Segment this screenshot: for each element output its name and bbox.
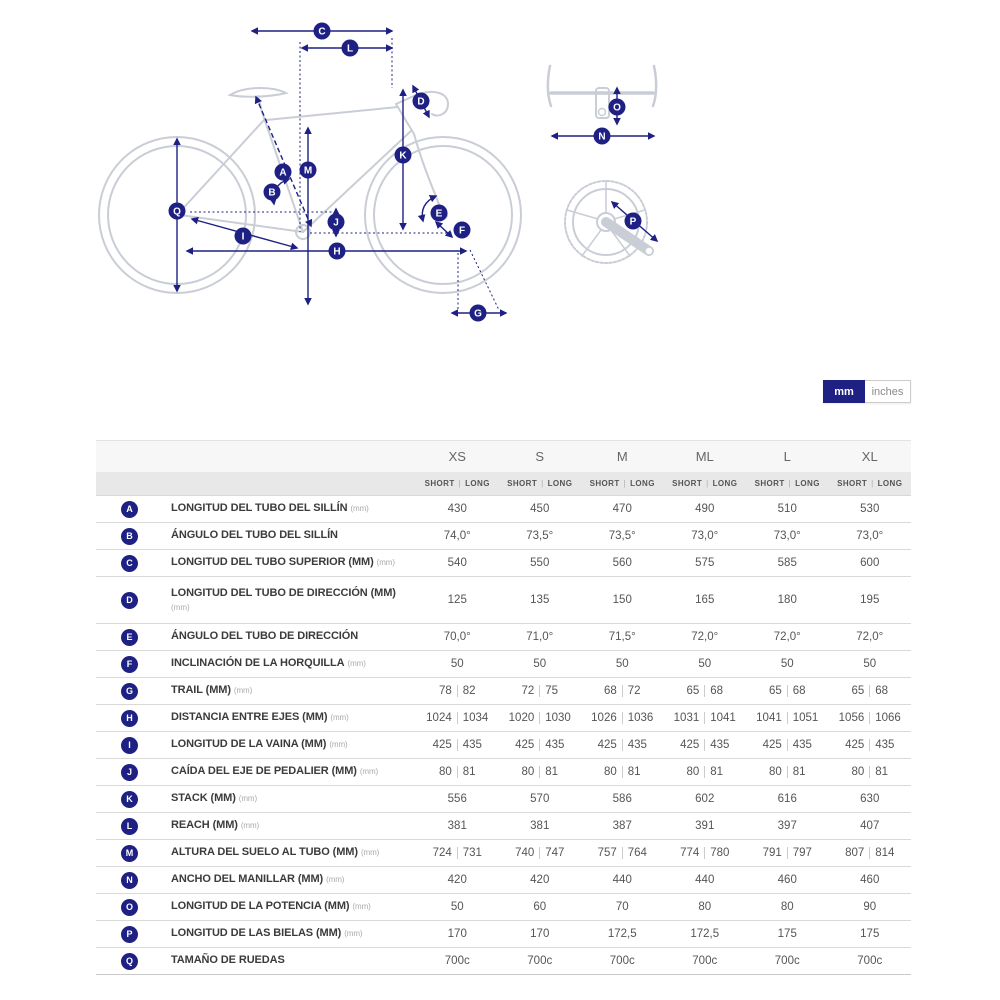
row-label-cell — [96, 786, 416, 812]
row-label-wrap — [171, 529, 338, 543]
table-header-short-long — [96, 472, 911, 495]
value-cell-D-M: 150 — [612, 594, 632, 606]
value-cell-I-S — [499, 732, 582, 758]
value-cell-M-L — [746, 840, 829, 866]
svg-text:N: N — [598, 131, 606, 143]
bike-geometry-diagram — [0, 0, 1000, 370]
row-label-wrap — [171, 684, 252, 698]
value-cell-F-ML: 50 — [698, 658, 712, 670]
value-cell-F-XL: 50 — [863, 658, 877, 670]
short-long-pair: 1026 1036 — [591, 712, 654, 724]
value-cell-P-S: 170 — [530, 928, 550, 940]
row-badge-E: E — [121, 629, 138, 646]
table-row-I — [96, 731, 911, 758]
measure-badge-B — [264, 184, 281, 201]
value-cell-L-XL: 407 — [860, 820, 880, 832]
value-cell-D-XL: 195 — [860, 594, 880, 606]
short-long-pair: 1056 1066 — [838, 712, 901, 724]
value-cell-A-ML: 490 — [695, 503, 715, 515]
short-long-pair: 1024 1034 — [426, 712, 489, 724]
value-cell-P-XL: 175 — [860, 928, 880, 940]
row-unit: (mm) — [360, 848, 380, 858]
value-cell-Q-XL: 700c — [857, 955, 883, 967]
row-unit: (mm) — [352, 902, 371, 912]
table-row-G — [96, 677, 911, 704]
value-cell-F-M: 50 — [615, 658, 629, 670]
row-label-cell — [96, 705, 416, 731]
short-long-pair: 791 797 — [762, 847, 812, 859]
table-row-H — [96, 704, 911, 731]
inches-toggle-button[interactable]: inches — [865, 380, 911, 403]
measure-badge-I — [235, 228, 252, 245]
short-long-pair: 425 435 — [762, 739, 812, 751]
size-col-XS: XS — [448, 449, 466, 464]
table-row-C — [96, 549, 911, 576]
value-cell-K-XS: 556 — [447, 793, 467, 805]
value-cell-P-ML: 172,5 — [690, 928, 720, 940]
subheader-L: SHORT | LONG — [754, 479, 820, 488]
value-cell-F-XS: 50 — [450, 658, 464, 670]
value-cell-O-ML: 80 — [698, 901, 712, 913]
table-row-J — [96, 758, 911, 785]
table-row-B — [96, 522, 911, 549]
row-label-wrap — [171, 738, 348, 752]
value-cell-D-XS: 125 — [447, 594, 467, 606]
row-badge-B: B — [121, 528, 138, 545]
value-cell-K-ML: 602 — [695, 793, 715, 805]
value-cell-O-S: 60 — [533, 901, 547, 913]
row-label: TAMAÑO DE RUEDAS — [171, 954, 285, 967]
value-cell-L-L: 397 — [777, 820, 797, 832]
value-cell-G-L — [746, 678, 829, 704]
row-unit: (mm) — [376, 558, 395, 568]
row-label: LONGITUD DEL TUBO DE DIRECCIÓN (MM) — [171, 587, 396, 600]
row-badge-L: L — [121, 818, 138, 835]
value-cell-H-XL — [829, 705, 912, 731]
row-unit: (mm) — [329, 740, 348, 750]
value-cell-G-XS — [416, 678, 499, 704]
row-badge-A: A — [121, 501, 138, 518]
row-label-cell — [96, 813, 416, 839]
measure-badge-E — [431, 205, 448, 222]
svg-text:H: H — [333, 246, 341, 258]
measurement-lines — [177, 31, 657, 313]
value-cell-C-M: 560 — [612, 557, 632, 569]
value-cell-A-M: 470 — [612, 503, 632, 515]
value-cell-N-XL: 460 — [860, 874, 880, 886]
value-cell-M-M — [581, 840, 664, 866]
row-label: DISTANCIA ENTRE EJES (MM) (mm) — [171, 711, 349, 724]
row-label: LONGITUD DEL TUBO SUPERIOR (MM) (mm) — [171, 556, 395, 569]
value-cell-L-M: 387 — [612, 820, 632, 832]
value-cell-O-XS: 50 — [450, 901, 464, 913]
short-long-pair: 1020 1030 — [508, 712, 571, 724]
value-cell-H-XS — [416, 705, 499, 731]
table-row-F — [96, 650, 911, 677]
value-cell-M-XS — [416, 840, 499, 866]
svg-text:E: E — [435, 208, 443, 220]
value-cell-K-M: 586 — [612, 793, 632, 805]
value-cell-B-S: 73,5° — [526, 530, 554, 542]
svg-text:P: P — [629, 216, 637, 228]
row-label-cell — [96, 759, 416, 785]
svg-text:Q: Q — [173, 206, 181, 218]
row-label: STACK (MM) (mm) — [171, 792, 258, 805]
row-label-cell — [96, 921, 416, 947]
row-unit: (mm) — [350, 504, 369, 514]
measure-badge-A — [275, 164, 292, 181]
svg-text:G: G — [474, 308, 482, 320]
measure-badge-M — [300, 162, 317, 179]
row-unit: (mm) — [359, 767, 379, 777]
row-label-cell — [96, 894, 416, 920]
row-label: INCLINACIÓN DE LA HORQUILLA (mm) — [171, 657, 366, 670]
row-unit: (mm) — [171, 602, 190, 612]
row-label-cell — [96, 651, 416, 677]
value-cell-B-XS: 74,0° — [443, 530, 471, 542]
svg-text:O: O — [613, 102, 621, 114]
row-badge-D: D — [121, 592, 138, 609]
value-cell-Q-L: 700c — [774, 955, 800, 967]
value-cell-D-L: 180 — [777, 594, 797, 606]
row-unit: (mm) — [326, 875, 345, 885]
value-cell-N-ML: 440 — [695, 874, 715, 886]
short-long-pair: 807 814 — [845, 847, 895, 859]
svg-text:I: I — [241, 231, 245, 243]
subheader-M: SHORT | LONG — [589, 479, 655, 488]
svg-text:K: K — [399, 150, 407, 162]
row-label: ALTURA DEL SUELO AL TUBO (MM) (mm) — [171, 846, 380, 859]
table-row-P — [96, 920, 911, 947]
row-badge-N: N — [121, 872, 138, 889]
value-cell-A-L: 510 — [777, 503, 797, 515]
row-label: CAÍDA DEL EJE DE PEDALIER (MM) (mm) — [171, 765, 379, 778]
row-badge-Q: Q — [121, 953, 138, 970]
measure-badge-N — [594, 128, 611, 145]
short-long-pair: 80 81 — [521, 766, 559, 778]
value-cell-Q-XS: 700c — [444, 955, 470, 967]
measure-badge-J — [328, 214, 345, 231]
svg-text:M: M — [303, 165, 313, 177]
measure-badge-O — [609, 99, 626, 116]
row-label-wrap — [171, 900, 371, 914]
row-label: TRAIL (MM) (mm) — [171, 684, 253, 697]
value-cell-J-XS — [416, 759, 499, 785]
row-label-cell — [96, 550, 416, 576]
geometry-table — [96, 440, 911, 975]
short-long-pair: 68 72 — [603, 685, 641, 697]
table-row-D — [96, 576, 911, 623]
value-cell-F-S: 50 — [533, 658, 547, 670]
short-long-pair: 425 435 — [432, 739, 482, 751]
measure-badge-L — [342, 40, 359, 57]
row-label-cell — [96, 867, 416, 893]
short-long-pair: 78 82 — [438, 685, 476, 697]
value-cell-P-XS: 170 — [447, 928, 467, 940]
table-row-O — [96, 893, 911, 920]
value-cell-H-M — [581, 705, 664, 731]
subheader-XS: SHORT | LONG — [424, 479, 490, 488]
value-cell-K-S: 570 — [530, 793, 550, 805]
size-col-XL: XL — [861, 449, 878, 464]
value-cell-E-M: 71,5° — [608, 631, 636, 643]
value-cell-E-ML: 72,0° — [691, 631, 719, 643]
measure-badge-G — [470, 305, 487, 322]
short-long-pair: 740 747 — [515, 847, 565, 859]
short-long-pair: 1031 1041 — [673, 712, 736, 724]
value-cell-K-L: 616 — [777, 793, 797, 805]
row-badge-G: G — [121, 683, 138, 700]
value-cell-O-M: 70 — [615, 901, 629, 913]
row-label-wrap — [171, 873, 344, 887]
value-cell-F-L: 50 — [780, 658, 794, 670]
measure-badge-K — [395, 147, 412, 164]
value-cell-E-XS: 70,0° — [443, 631, 471, 643]
svg-text:C: C — [318, 26, 326, 38]
row-label-cell — [96, 678, 416, 704]
short-long-pair: 80 81 — [438, 766, 476, 778]
value-cell-A-XS: 430 — [447, 503, 467, 515]
size-col-ML: ML — [695, 449, 714, 464]
value-cell-I-L — [746, 732, 829, 758]
short-long-pair: 80 81 — [603, 766, 641, 778]
value-cell-K-XL: 630 — [860, 793, 880, 805]
row-label-wrap — [171, 927, 363, 941]
value-cell-D-ML: 165 — [695, 594, 715, 606]
value-cell-M-ML — [664, 840, 747, 866]
value-cell-J-XL — [829, 759, 912, 785]
row-label-wrap — [171, 954, 285, 968]
table-row-A — [96, 495, 911, 522]
table-row-K — [96, 785, 911, 812]
value-cell-B-M: 73,5° — [608, 530, 636, 542]
value-cell-Q-ML: 700c — [692, 955, 718, 967]
row-label: LONGITUD DE LA VAINA (MM) (mm) — [171, 738, 348, 751]
row-label-wrap — [171, 587, 396, 613]
short-long-pair: 65 68 — [686, 685, 724, 697]
value-cell-H-ML — [664, 705, 747, 731]
value-cell-N-S: 420 — [530, 874, 550, 886]
measure-badge-H — [329, 243, 346, 260]
short-long-pair: 65 68 — [768, 685, 806, 697]
row-label-cell — [96, 840, 416, 866]
row-label-cell — [96, 732, 416, 758]
value-cell-P-L: 175 — [777, 928, 797, 940]
row-badge-H: H — [121, 710, 138, 727]
row-label-cell — [96, 624, 416, 650]
short-long-pair: 724 731 — [432, 847, 482, 859]
measure-badge-F — [454, 222, 471, 239]
value-cell-O-L: 80 — [780, 901, 794, 913]
value-cell-L-XS: 381 — [447, 820, 467, 832]
svg-text:B: B — [268, 187, 276, 199]
row-label-wrap — [171, 819, 259, 833]
value-cell-I-ML — [664, 732, 747, 758]
subheader-label-spacer — [96, 472, 416, 495]
svg-text:F: F — [458, 225, 466, 237]
row-label: LONGITUD DEL TUBO DEL SILLÍN (mm) — [171, 502, 369, 515]
row-label: REACH (MM) (mm) — [171, 819, 260, 832]
value-cell-G-ML — [664, 678, 747, 704]
value-cell-C-ML: 575 — [695, 557, 715, 569]
row-label-wrap — [171, 792, 257, 806]
short-long-pair: 425 435 — [597, 739, 647, 751]
value-cell-C-S: 550 — [530, 557, 550, 569]
row-label: LONGITUD DE LAS BIELAS (MM) (mm) — [171, 927, 363, 940]
short-long-pair: 425 435 — [515, 739, 565, 751]
measurement-badges — [169, 23, 642, 322]
value-cell-H-S — [499, 705, 582, 731]
measure-badge-P — [625, 213, 642, 230]
value-cell-E-L: 72,0° — [773, 631, 801, 643]
row-label-cell — [96, 523, 416, 549]
value-cell-G-S — [499, 678, 582, 704]
row-badge-C: C — [121, 555, 138, 572]
value-cell-B-XL: 73,0° — [856, 530, 884, 542]
value-cell-N-XS: 420 — [447, 874, 467, 886]
mm-toggle-button[interactable]: mm — [823, 380, 865, 403]
row-badge-J: J — [121, 764, 138, 781]
measure-badge-Q — [169, 203, 186, 220]
short-long-pair: 1041 1051 — [756, 712, 819, 724]
row-badge-K: K — [121, 791, 138, 808]
svg-text:J: J — [333, 217, 339, 229]
row-label-wrap — [171, 846, 379, 860]
value-cell-I-XL — [829, 732, 912, 758]
svg-text:D: D — [417, 96, 425, 108]
short-long-pair: 80 81 — [851, 766, 889, 778]
value-cell-L-S: 381 — [530, 820, 550, 832]
row-badge-O: O — [121, 899, 138, 916]
table-row-N — [96, 866, 911, 893]
value-cell-B-L: 73,0° — [773, 530, 801, 542]
value-cell-J-M — [581, 759, 664, 785]
short-long-pair: 425 435 — [845, 739, 895, 751]
row-badge-F: F — [121, 656, 138, 673]
subheader-XL: SHORT | LONG — [837, 479, 903, 488]
row-label: LONGITUD DE LA POTENCIA (MM) (mm) — [171, 900, 371, 913]
table-row-L — [96, 812, 911, 839]
row-label-cell — [96, 948, 416, 974]
svg-text:L: L — [346, 43, 354, 55]
row-label-wrap — [171, 765, 378, 779]
value-cell-O-XL: 90 — [863, 901, 877, 913]
value-cell-N-L: 460 — [777, 874, 797, 886]
value-cell-B-ML: 73,0° — [691, 530, 719, 542]
measure-badge-D — [413, 93, 430, 110]
header-label-spacer — [96, 441, 416, 472]
row-label: ANCHO DEL MANILLAR (MM) (mm) — [171, 873, 345, 886]
handlebar-outline — [548, 66, 656, 118]
size-col-M: M — [616, 449, 628, 464]
value-cell-G-M — [581, 678, 664, 704]
svg-text:A: A — [279, 167, 287, 179]
table-row-Q — [96, 947, 911, 975]
subheader-ML: SHORT | LONG — [672, 479, 738, 488]
unit-toggle — [823, 380, 911, 403]
table-header-sizes — [96, 440, 911, 472]
value-cell-P-M: 172,5 — [607, 928, 637, 940]
value-cell-C-L: 585 — [777, 557, 797, 569]
value-cell-M-XL — [829, 840, 912, 866]
short-long-pair: 65 68 — [851, 685, 889, 697]
value-cell-L-ML: 391 — [695, 820, 715, 832]
short-long-pair: 72 75 — [521, 685, 559, 697]
row-unit: (mm) — [330, 713, 349, 723]
size-col-L: L — [783, 449, 791, 464]
short-long-pair: 425 435 — [680, 739, 730, 751]
table-row-M — [96, 839, 911, 866]
short-long-pair: 80 81 — [686, 766, 724, 778]
value-cell-A-XL: 530 — [860, 503, 880, 515]
row-label: ÁNGULO DEL TUBO DEL SILLÍN — [171, 529, 338, 542]
size-col-S: S — [535, 449, 545, 464]
row-badge-M: M — [121, 845, 138, 862]
value-cell-J-L — [746, 759, 829, 785]
row-label-wrap — [171, 657, 366, 671]
row-badge-I: I — [121, 737, 138, 754]
value-cell-C-XL: 600 — [860, 557, 880, 569]
row-unit: (mm) — [238, 794, 258, 804]
row-label-wrap — [171, 502, 369, 516]
short-long-pair: 80 81 — [768, 766, 806, 778]
row-unit: (mm) — [233, 686, 253, 696]
value-cell-I-XS — [416, 732, 499, 758]
row-label-wrap — [171, 711, 349, 725]
row-badge-P: P — [121, 926, 138, 943]
value-cell-M-S — [499, 840, 582, 866]
value-cell-E-S: 71,0° — [526, 631, 554, 643]
subheader-S: SHORT | LONG — [507, 479, 573, 488]
table-row-E — [96, 623, 911, 650]
value-cell-N-M: 440 — [612, 874, 632, 886]
value-cell-J-ML — [664, 759, 747, 785]
value-cell-C-XS: 540 — [447, 557, 467, 569]
value-cell-D-S: 135 — [530, 594, 550, 606]
row-unit: (mm) — [344, 929, 363, 939]
value-cell-A-S: 450 — [530, 503, 550, 515]
row-label: ÁNGULO DEL TUBO DE DIRECCIÓN — [171, 630, 359, 643]
row-unit: (mm) — [240, 821, 260, 831]
value-cell-Q-M: 700c — [609, 955, 635, 967]
row-label-cell — [96, 496, 416, 522]
row-label-cell — [96, 577, 416, 623]
value-cell-J-S — [499, 759, 582, 785]
value-cell-I-M — [581, 732, 664, 758]
row-unit: (mm) — [347, 659, 366, 669]
measure-badge-C — [314, 23, 331, 40]
value-cell-G-XL — [829, 678, 912, 704]
row-label-wrap — [171, 630, 358, 644]
row-label-wrap — [171, 556, 395, 570]
short-long-pair: 774 780 — [680, 847, 730, 859]
value-cell-Q-S: 700c — [527, 955, 553, 967]
value-cell-H-L — [746, 705, 829, 731]
short-long-pair: 757 764 — [597, 847, 647, 859]
value-cell-E-XL: 72,0° — [856, 631, 884, 643]
